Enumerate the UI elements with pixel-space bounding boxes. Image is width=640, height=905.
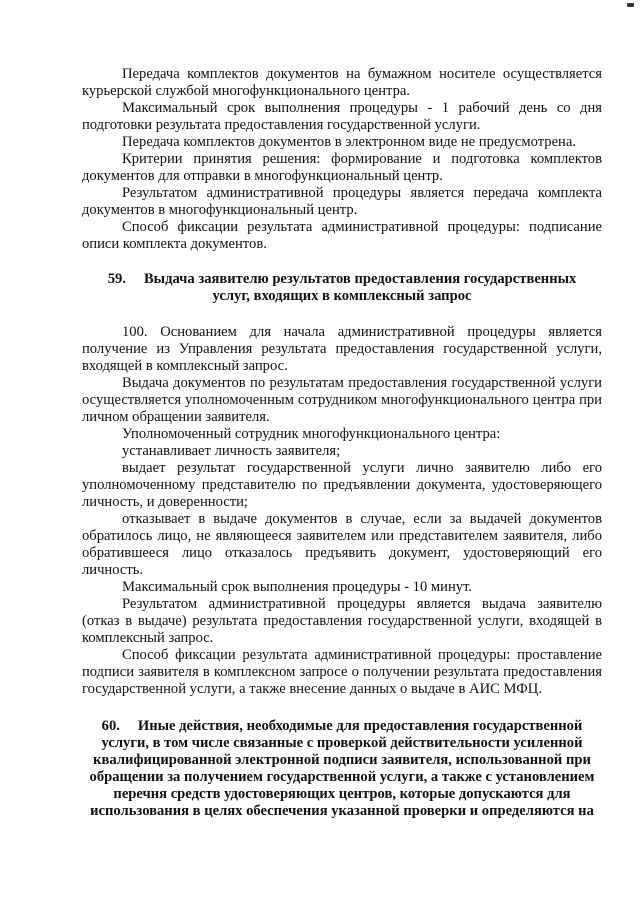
- heading-line: обращении за получением государственной услуги, а также с установлением: [89, 769, 595, 785]
- paragraph: Передача комплектов документов в электронном виде не предусмотрена.: [122, 134, 576, 150]
- document-body: [82, 66, 602, 820]
- paragraph: выдает результат государственной услуги лично заявителю либо его уполномоченному представителю по предъявлении документа, удостоверяющего личность, и доверенности;: [82, 460, 602, 510]
- paragraph: отказывает в выдаче документов в случае, если за выдачей документов обратилось лицо, не являющееся заявителем или представителем заявителя, либо обратившееся лицо отказалось предъявить документ, удостоверяющий его личность.: [82, 511, 602, 578]
- heading-line: услуг, входящих в комплексный запрос: [212, 288, 472, 304]
- heading-line: использования в целях обеспечения указанной проверки и определяются на: [90, 803, 594, 819]
- paragraph: Передача комплектов документов на бумажном носителе осуществляется курьерской службой многофункционального центра.: [82, 66, 602, 99]
- paragraph: Способ фиксации результата административной процедуры: подписание описи комплекта документов.: [82, 219, 602, 252]
- paragraph: Максимальный срок выполнения процедуры - 1 рабочий день со дня подготовки результата предоставления государственной услуги.: [82, 100, 602, 133]
- paragraph: Результатом административной процедуры является передача комплекта документов в многофункциональный центр.: [82, 185, 602, 218]
- paragraph: Критерии принятия решения: формирование и подготовка комплектов документов для отправки в многофункциональный центр.: [82, 151, 602, 184]
- section-number: 59.: [107, 271, 126, 287]
- heading-line: [82, 718, 602, 735]
- heading-line: квалифицированной электронной подписи заявителя, использованной при: [93, 752, 591, 768]
- scan-artifact: [627, 3, 634, 7]
- heading-line: услуги, в том числе связанные с проверкой действительности усиленной: [101, 735, 583, 751]
- heading-line: перечня средств удостоверяющих центров, которые допускаются для: [113, 786, 571, 802]
- heading-text: Выдача заявителю результатов предоставления государственных: [143, 271, 577, 287]
- heading-text: Иные действия, необходимые для предоставления государственной: [137, 718, 583, 734]
- paragraph: Выдача документов по результатам предоставления государственной услуги осуществляется уполномоченным сотрудником многофункционального центра при личном обращении заявителя.: [82, 375, 602, 425]
- paragraph: Способ фиксации результата административной процедуры: проставление подписи заявителя в комплексном запросе о получении результата предоставления государственной услуги, а также внесение данных о выдаче в АИС МФЦ.: [82, 647, 602, 697]
- heading-line: [82, 271, 602, 288]
- paragraph: Максимальный срок выполнения процедуры - 10 минут.: [122, 579, 472, 595]
- paragraph: 100. Основанием для начала административной процедуры является получение из Управления результата предоставления государственной услуги, входящей в комплексный запрос.: [82, 324, 602, 374]
- paragraph: Результатом административной процедуры является выдача заявителю (отказ в выдаче) результата предоставления государственной услуги, входящей в комплексный запрос.: [82, 596, 602, 646]
- paragraph: устанавливает личность заявителя;: [122, 443, 341, 459]
- section-number: 60.: [101, 718, 120, 734]
- paragraph: Уполномоченный сотрудник многофункционального центра:: [122, 426, 501, 442]
- section-60-heading: [82, 718, 602, 820]
- section-59-heading: [82, 271, 602, 305]
